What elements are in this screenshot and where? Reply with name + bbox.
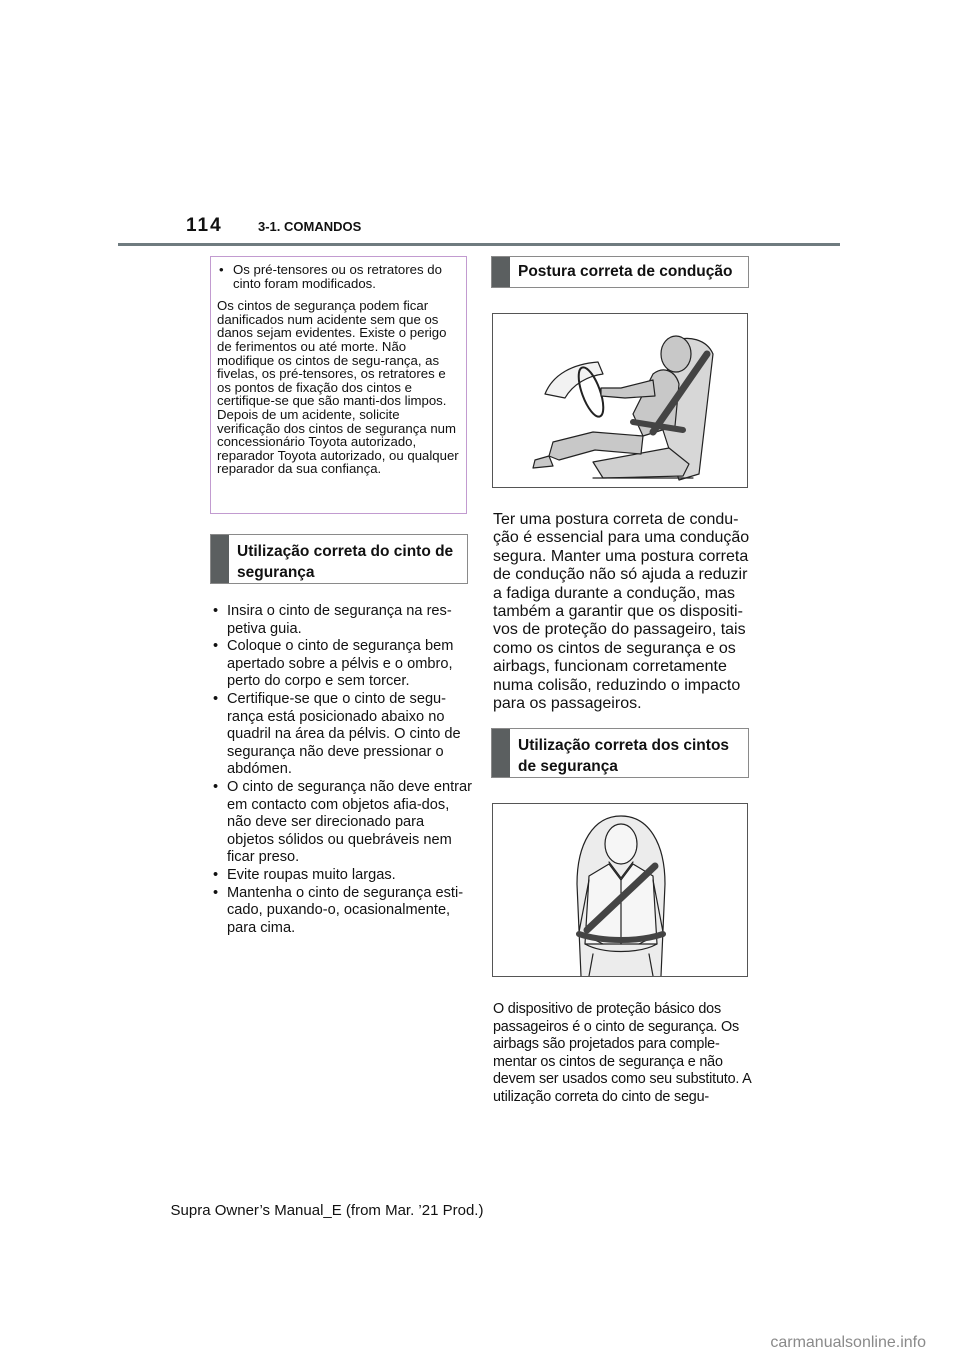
heading-bar [211,535,229,583]
list-item: • Evite roupas muito largas. [210,867,475,885]
footer [0,1202,960,1219]
section-title: 3-1. COMANDOS [258,219,362,234]
page-number: 114 [186,215,223,236]
heading-bar [492,257,510,287]
posture-paragraph: Ter uma postura correta de condu-ção é essencial para uma condução segura. Manter uma postura correta de condução não só ajuda a reduzir a fadiga durante a condução, mas também a garantir que os dispositi-vos de proteção do passageiro, tais como os cintos de segurança e os airbags, funcionam corretamente numa colisão, reduzindo o impacto para os passageiros. [493,511,750,713]
bullet-list [210,603,475,937]
header-rule [118,243,840,246]
list-item: • O cinto de segurança não deve entrar em contacto com objetos afia-dos, não deve ser direcionado para objetos sólidos ou quebráveis nem ficar preso. [210,779,475,867]
heading-text: Postura correta de condução [518,263,733,280]
footer-text: Supra Owner’s Manual_E (from Mar. ’21 Prod.) [170,1202,484,1219]
watermark: carmanualsonline.info [770,1334,926,1351]
seated-person-icon [493,804,747,976]
warning-body: Os cintos de segurança podem ficar danificados num acidente sem que os danos sejam evidentes. Existe o perigo de ferimentos ou até morte. Não modifique os cintos de segu-rança, as fivelas, os pré-tensores, os retratores e os pontos de fixação dos cintos e certifique-se que são manti-dos limpos. Depois de um acidente, solicite verificação dos cintos de segurança num concessionário Toyota autorizado, reparador Toyota autorizado, ou qualquer reparador da sua confiança. [217,298,459,477]
heading-driving-posture [491,256,749,288]
seatbelt-illustration [492,803,748,977]
list-item: • Mantenha o cinto de segurança esti-cado, puxando-o, ocasionalmente, para cima. [210,885,475,938]
driver-seat-icon [493,314,747,487]
heading-seatbelts-use [491,728,749,778]
list-item: • Certifique-se que o cinto de segu-rança está posicionado abaixo no quadril na área da pélvis. O cinto de segurança não deve pressionar o abdómen. [210,691,475,779]
belts-paragraph: O dispositivo de proteção básico dos passageiros é o cinto de segurança. Os airbags são projetados para comple-mentar os cintos de segurança e não devem ser usados como seu substituto. A utilização correta do cinto de segu- [493,1001,751,1105]
warning-bullet: • Os pré-tensores ou os retratores do cinto foram modificados. [217,263,460,290]
driving-posture-illustration [492,313,748,488]
heading-seatbelt-use [210,534,468,584]
list-item: • Coloque o cinto de segurança bem apertado sobre a pélvis e o ombro, perto do corpo e sem torcer. [210,638,475,691]
heading-text: Utilização correta dos cintos de segurança [518,737,730,775]
heading-bar [492,729,510,777]
warning-box [210,256,467,514]
list-item: • Insira o cinto de segurança na res-petiva guia. [210,603,475,638]
heading-text: Utilização correta do cinto de segurança [237,543,454,581]
